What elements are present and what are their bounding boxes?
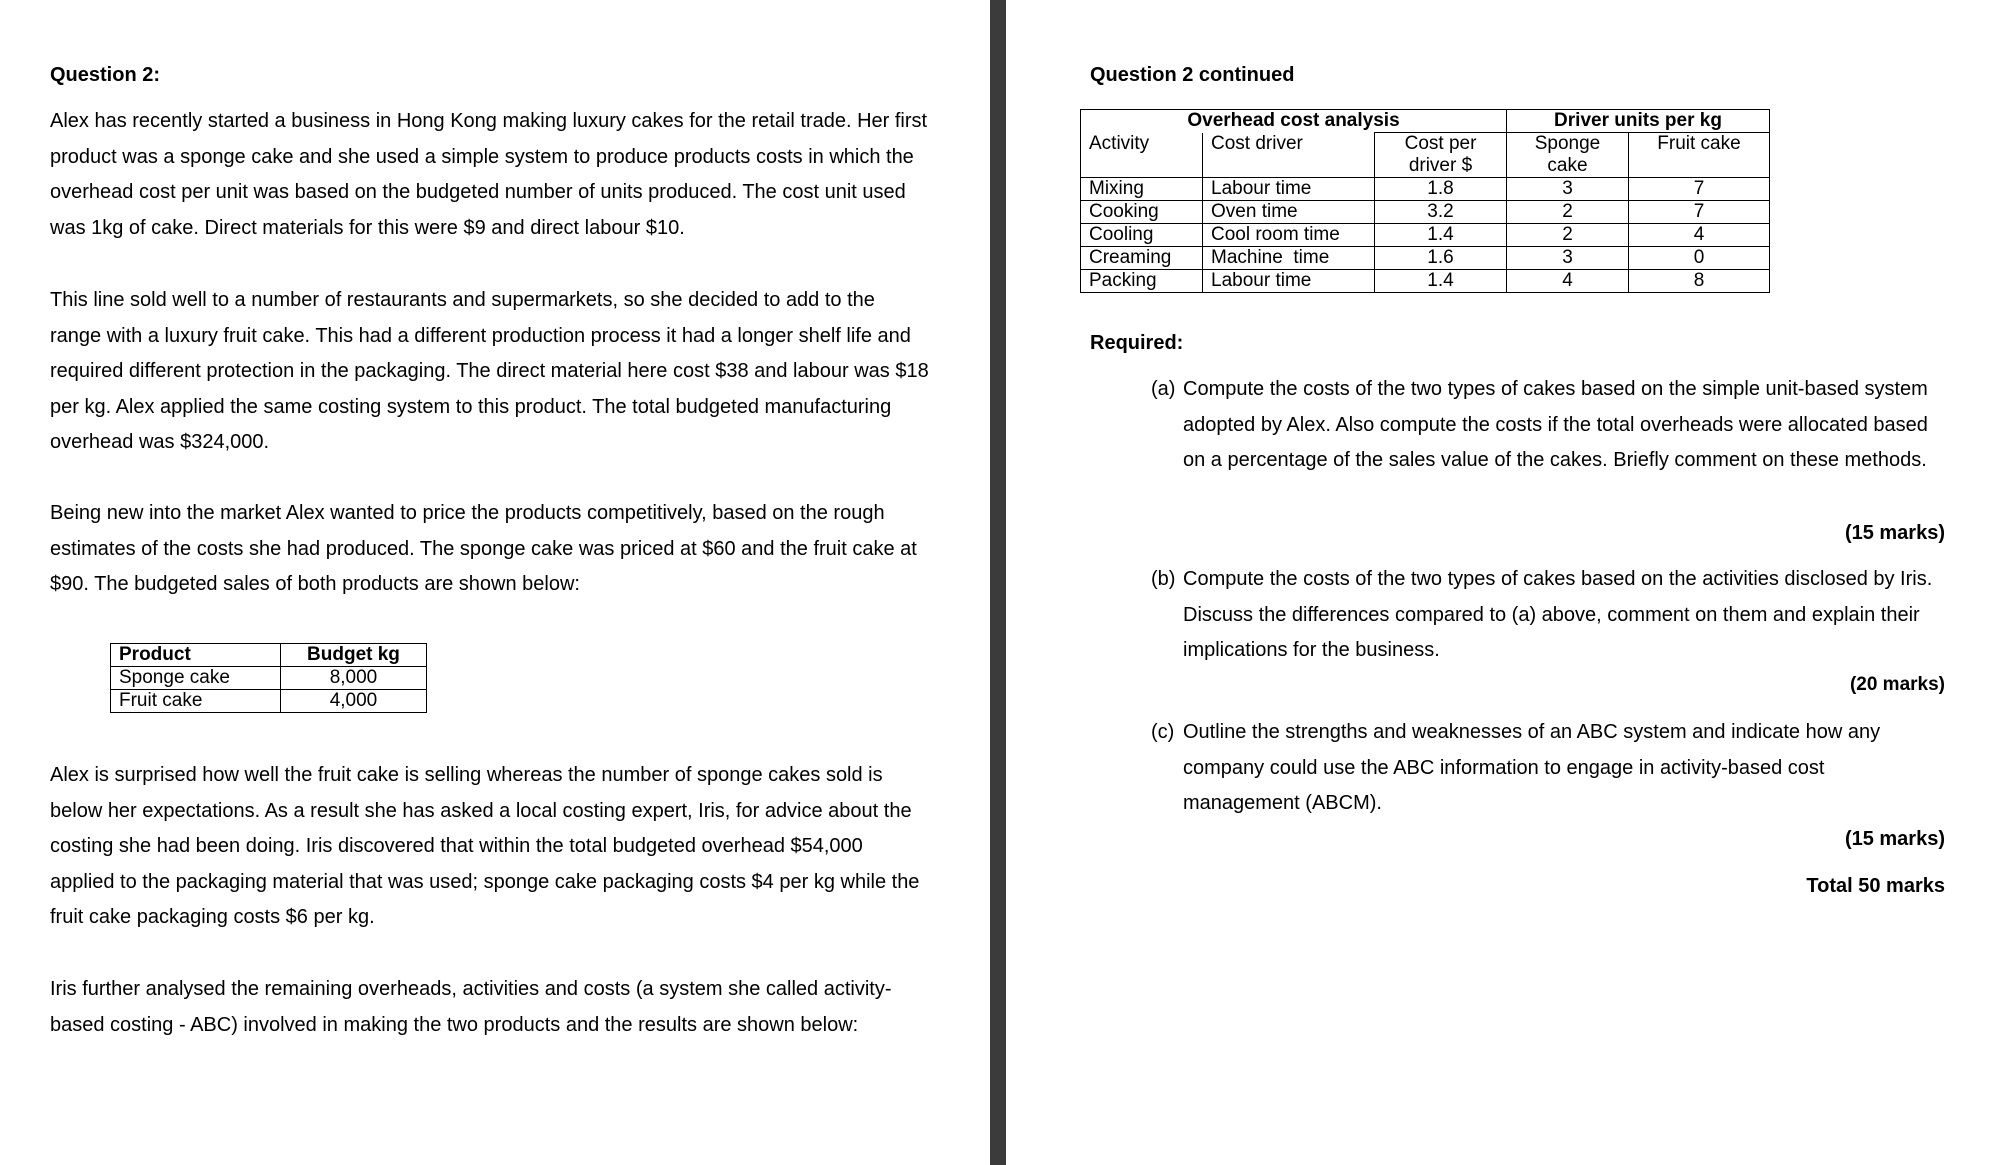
header-line: Sponge: [1534, 133, 1601, 154]
total-marks: Total 50 marks: [1806, 875, 1945, 897]
question-heading: Question 2:: [50, 64, 161, 86]
table-row: [111, 690, 427, 713]
fruit-cake-paragraph: This line sold well to a number of restaurants and supermarkets, so she decided to add to the range with a luxury fruit cake. This had a different production process it had a longer shelf life and required different protection in the packaging. The direct material here cost $38 and labour was $18 per kg. Alex applied the same costing system to this product. The total budgeted manufacturing overhead was $324,000.: [50, 289, 929, 453]
table-cell: Sponge cake: [111, 667, 281, 690]
right-page: [1006, 0, 1990, 1165]
requirement-text: Outline the strengths and weaknesses of an ABC system and indicate how any company could use the ABC information to engage in activity-based cost management (ABCM).: [1183, 721, 1881, 814]
requirement-letter: (a): [1151, 378, 1176, 400]
column-header: [1375, 133, 1507, 178]
requirement-a: [1151, 372, 1941, 479]
table-row: [1081, 247, 1770, 270]
table-cell: Cooking: [1081, 201, 1203, 224]
required-heading: Required:: [1090, 332, 1184, 354]
table-header-row: [1081, 133, 1770, 178]
header-line: Cost per: [1404, 133, 1477, 154]
table-cell: Labour time: [1203, 270, 1375, 293]
table-cell: 3: [1507, 178, 1629, 201]
table-cell: Labour time: [1203, 178, 1375, 201]
table-cell: 8: [1629, 270, 1770, 293]
requirement-text: Compute the costs of the two types of cakes based on the simple unit-based system adopted by Alex. Also compute the costs if the total overheads were allocated based on a percentage of the sales value of the cakes. Briefly comment on these methods.: [1183, 378, 1928, 471]
column-header: [1507, 133, 1629, 178]
table-cell: 4: [1629, 224, 1770, 247]
table-cell: 4,000: [280, 690, 426, 713]
pricing-paragraph: Being new into the market Alex wanted to price the products competitively, based on the rough estimates of the costs she had produced. The sponge cake was priced at $60 and the fruit cake at $90. The budgeted sales of both products are shown below:: [50, 502, 917, 595]
marks-b: (20 marks): [1849, 674, 1945, 695]
column-header: Product: [111, 644, 281, 667]
abc-paragraph: Iris further analysed the remaining overheads, activities and costs (a system she called activity-based costing - ABC) involved in making the two products and the results are shown below:: [50, 978, 892, 1036]
requirement-letter: (c): [1151, 721, 1175, 743]
overhead-cost-table: [1080, 109, 1770, 293]
table-cell: Mixing: [1081, 178, 1203, 201]
requirement-c: [1151, 715, 1941, 822]
iris-paragraph: Alex is surprised how well the fruit cake is selling whereas the number of sponge cakes sold is below her expectations. As a result she has asked a local costing expert, Iris, for advice about the costing she had been doing. Iris discovered that within the total budgeted overhead $54,000 applied to the packaging material that was used; sponge cake packaging costs $4 per kg while the fruit cake packaging costs $6 per kg.: [50, 764, 920, 928]
table-cell: Cooling: [1081, 224, 1203, 247]
continued-heading: Question 2 continued: [1090, 64, 1295, 86]
column-header: Cost driver: [1203, 133, 1375, 178]
column-header: Fruit cake: [1629, 133, 1770, 178]
table-cell: 1.8: [1375, 178, 1507, 201]
table-cell: Cool room time: [1203, 224, 1375, 247]
requirement-letter: (b): [1151, 568, 1176, 590]
table-cell: 1.6: [1375, 247, 1507, 270]
table-cell: Packing: [1081, 270, 1203, 293]
table-cell: 1.4: [1375, 270, 1507, 293]
table-cell: 2: [1507, 201, 1629, 224]
table-header-row: [111, 644, 427, 667]
table-row: [1081, 224, 1770, 247]
table-row: [1081, 201, 1770, 224]
table-cell: Machine time: [1203, 247, 1375, 270]
group-header-overhead: Overhead cost analysis: [1081, 110, 1507, 133]
table-row: [1081, 270, 1770, 293]
table-row: [111, 667, 427, 690]
table-cell: Fruit cake: [111, 690, 281, 713]
requirement-b: [1151, 562, 1941, 669]
table-cell: 7: [1629, 178, 1770, 201]
table-cell: 0: [1629, 247, 1770, 270]
column-header: Budget kg: [280, 644, 426, 667]
header-line: cake: [1547, 155, 1588, 176]
table-cell: 8,000: [280, 667, 426, 690]
column-header: Activity: [1081, 133, 1203, 178]
table-cell: 7: [1629, 201, 1770, 224]
marks-c: (15 marks): [1844, 828, 1945, 850]
marks-a: (15 marks): [1844, 522, 1945, 544]
left-page: [0, 0, 990, 1165]
table-row: [1081, 178, 1770, 201]
table-cell: 3.2: [1375, 201, 1507, 224]
requirement-text: Compute the costs of the two types of cakes based on the activities disclosed by Iris. Discuss the differences compared to (a) above, comment on them and explain their implications for the business.: [1183, 568, 1933, 661]
table-group-row: [1081, 110, 1770, 133]
table-cell: Creaming: [1081, 247, 1203, 270]
budget-table: [110, 643, 427, 713]
table-cell: Oven time: [1203, 201, 1375, 224]
intro-paragraph: Alex has recently started a business in Hong Kong making luxury cakes for the retail trade. Her first product was a sponge cake and she used a simple system to produce products costs in which the overhead cost per unit was based on the budgeted number of units produced. The cost unit used was 1kg of cake. Direct materials for this were $9 and direct labour $10.: [50, 110, 928, 239]
table-cell: 4: [1507, 270, 1629, 293]
page-divider: [990, 0, 1006, 1165]
table-cell: 3: [1507, 247, 1629, 270]
table-cell: 1.4: [1375, 224, 1507, 247]
table-cell: 2: [1507, 224, 1629, 247]
group-header-driver-units: Driver units per kg: [1507, 110, 1770, 133]
header-line: driver $: [1408, 155, 1473, 176]
